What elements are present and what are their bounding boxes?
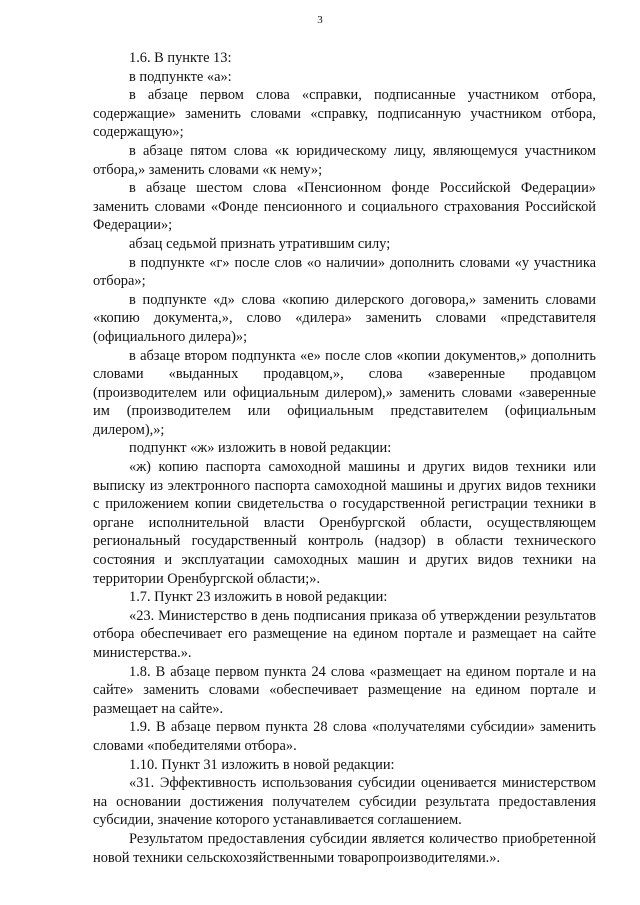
paragraph-result: Результатом предоставления субсидии является количество приобретенной новой техники сельскохозяйственными товаропроизводителями.». xyxy=(93,830,596,866)
paragraph-point-23: «23. Министерство в день подписания приказа об утверждении результатов отбора обеспечивает его размещение на едином портале и размещает на сайте министерства.». xyxy=(93,607,596,661)
paragraph-1-6: 1.6. В пункте 13: xyxy=(129,50,232,66)
document-body xyxy=(93,49,596,867)
paragraph-1-9: 1.9. В абзаце первом пункта 28 слова «получателями субсидии» заменить словами «победителями отбора». xyxy=(93,719,596,754)
paragraph-1-10: 1.10. Пункт 31 изложить в новой редакции: xyxy=(129,756,395,773)
page-number: 3 xyxy=(317,14,323,26)
paragraph-fifth-abzac: в абзаце пятом слова «к юридическому лицу, являющемуся участником отбора,» заменить словами «к нему»; xyxy=(93,142,596,178)
paragraph-sixth-abzac: в абзаце шестом слова «Пенсионном фонде Российской Федерации» заменить словами «Фонде пенсионного и социального страхования Российской Федерации»; xyxy=(93,180,596,234)
paragraph-subpoint-e: в абзаце втором подпункта «е» после слов «копии документов,» дополнить словами «выданных продавцом,», слова «заверенные продавцом (производителем или официальным дилером),» заменить словами «заверенные им (производителем или официальным представителем (официальным дилером),»; xyxy=(93,347,596,438)
paragraph-point-31: «31. Эффективность использования субсидии оценивается министерством на основании достижения получателем субсидии результата предоставления субсидии, значение которого устанавливается соглашением. xyxy=(93,775,596,829)
paragraph-subpoint-d: в подпункте «д» слова «копию дилерского договора,» заменить словами «копию документа,», слово «дилера» заменить словами «представителя (официального дилера)»; xyxy=(93,291,596,345)
paragraph-seventh-abzac: абзац седьмой признать утратившим силу; xyxy=(129,235,391,252)
paragraph-1-7: 1.7. Пункт 23 изложить в новой редакции: xyxy=(129,589,388,606)
paragraph-first-abzac: в абзаце первом слова «справки, подписанные участником отбора, содержащие» заменить словами «справку, подписанную участником отбора, содержащую»; xyxy=(93,87,596,141)
paragraph-subpoint-zh-text: «ж) копию паспорта самоходной машины и других видов техники или выписку из электронного паспорта самоходной машины и других видов техники с приложением копии свидетельства о государственной регистрации техники в органе исполнительной власти Оренбургской области, осуществляющем региональный государственный контроль (надзор) в области технического состояния и эксплуатации самоходных машин и других видов техники на территории Оренбургской области;». xyxy=(93,459,596,587)
paragraph-subpoint-zh-intro: подпункт «ж» изложить в новой редакции: xyxy=(129,440,392,457)
paragraph-subpoint-g: в подпункте «г» после слов «о наличии» дополнить словами «у участника отбора»; xyxy=(93,254,596,290)
paragraph-1-8: 1.8. В абзаце первом пункта 24 слова «размещает на едином портале и на сайте» заменить словами «обеспечивает размещение на едином портале и размещает на сайте». xyxy=(93,663,596,717)
paragraph-subpoint-a: в подпункте «а»: xyxy=(129,68,232,85)
